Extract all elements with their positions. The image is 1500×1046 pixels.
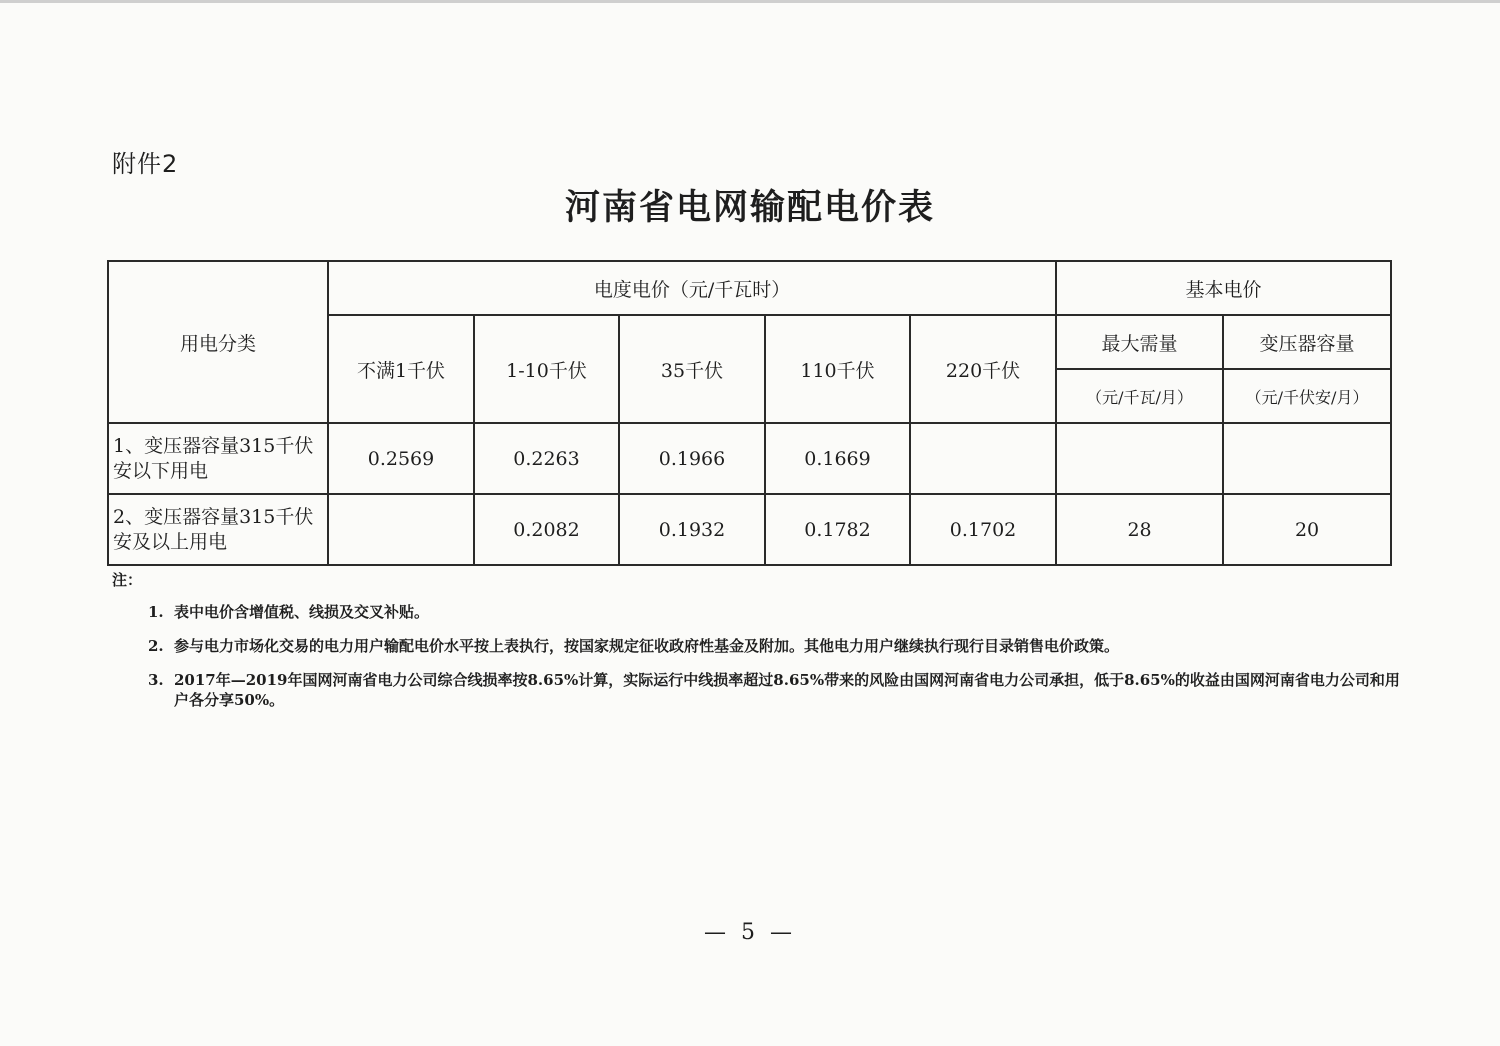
- scan-edge: [0, 0, 1500, 3]
- price-cell: [1056, 423, 1223, 494]
- notes-section: [112, 570, 1402, 724]
- price-cell: [328, 494, 474, 565]
- note-text: 表中电价含增值税、线损及交叉补贴。: [174, 603, 430, 621]
- note-number: 1.: [148, 603, 164, 621]
- category-cell: 1、变压器容量315千伏安以下用电: [108, 423, 328, 494]
- price-cell: 0.1702: [910, 494, 1056, 565]
- price-cell: [1223, 423, 1391, 494]
- price-cell: 0.1932: [619, 494, 765, 565]
- max-demand-unit: （元/千瓦/月）: [1056, 369, 1223, 423]
- note-text: 2017年—2019年国网河南省电力公司综合线损率按8.65%计算，实际运行中线损率超过8.65%带来的风险由国网河南省电力公司承担，低于8.65%的收益由国网河南省电力公司和用户各分享50%。: [174, 671, 1400, 709]
- price-cell: 0.1966: [619, 423, 765, 494]
- price-cell: [910, 423, 1056, 494]
- category-header: 用电分类: [108, 261, 328, 423]
- price-cell: 0.1782: [765, 494, 910, 565]
- note-text: 参与电力市场化交易的电力用户输配电价水平按上表执行，按国家规定征收政府性基金及附加。其他电力用户继续执行现行目录销售电价政策。: [174, 637, 1120, 655]
- voltage-level-header: 35千伏: [619, 315, 765, 423]
- voltage-level-header: 220千伏: [910, 315, 1056, 423]
- transformer-capacity-unit: （元/千伏安/月）: [1223, 369, 1391, 423]
- energy-price-header: 电度电价（元/千瓦时）: [328, 261, 1056, 315]
- price-cell: 0.1669: [765, 423, 910, 494]
- page-title: 河南省电网输配电价表: [564, 187, 935, 228]
- price-cell: 0.2263: [474, 423, 619, 494]
- page-number: — 5 —: [704, 920, 796, 945]
- notes-heading: 注：: [112, 571, 143, 589]
- category-cell: 2、变压器容量315千伏安及以上用电: [108, 494, 328, 565]
- note-number: 3.: [148, 671, 164, 689]
- table-row: [108, 423, 1391, 494]
- price-cell: 28: [1056, 494, 1223, 565]
- max-demand-header: 最大需量: [1056, 315, 1223, 369]
- price-cell: 0.2569: [328, 423, 474, 494]
- basic-price-header: 基本电价: [1056, 261, 1391, 315]
- header-row-1: [108, 261, 1391, 315]
- note-item: [148, 602, 1402, 622]
- note-item: [148, 636, 1402, 656]
- note-item: [148, 670, 1402, 710]
- transformer-capacity-header: 变压器容量: [1223, 315, 1391, 369]
- attachment-label: 附件2: [112, 150, 179, 178]
- price-cell: 0.2082: [474, 494, 619, 565]
- voltage-level-header: 1-10千伏: [474, 315, 619, 423]
- voltage-level-header: 110千伏: [765, 315, 910, 423]
- voltage-level-header: 不满1千伏: [328, 315, 474, 423]
- price-table: [107, 260, 1392, 566]
- note-number: 2.: [148, 637, 164, 655]
- table-row: [108, 494, 1391, 565]
- price-cell: 20: [1223, 494, 1391, 565]
